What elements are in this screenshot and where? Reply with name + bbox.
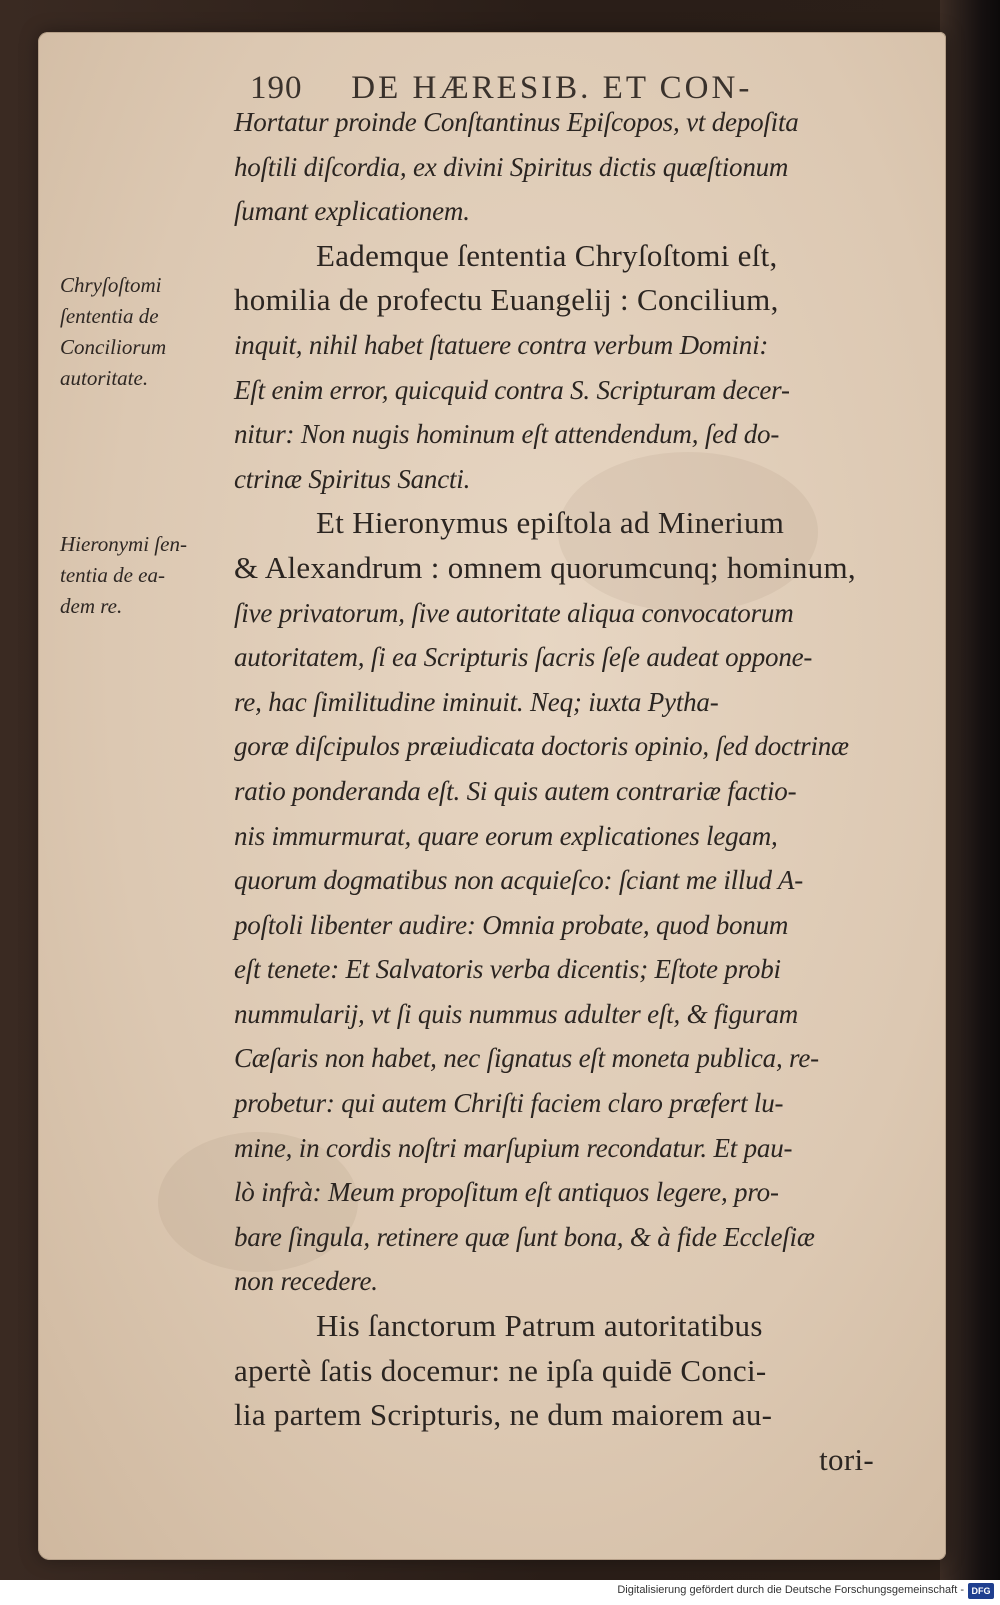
margin-note-hieronymi <box>60 529 240 622</box>
body-text <box>234 100 914 1482</box>
text-line: Eademque ſententia Chryſoſtomi eſt, <box>316 237 778 273</box>
margin-note-line: tentia de ea- <box>60 563 165 587</box>
text-line: goræ diſcipulos præiudicata doctoris opinio, ſed doctrinæ <box>234 731 849 762</box>
text-line: ſumant explicationem. <box>234 196 470 227</box>
margin-note-chrysostomi <box>60 270 235 394</box>
text-line: nis immurmurat, quare eorum explicationes legam, <box>234 820 778 851</box>
margin-note-line: Chryſoſtomi <box>60 273 162 297</box>
page-edge-shadow <box>940 0 1000 1580</box>
text-line: Eſt enim error, quicquid contra S. Scripturam decer- <box>234 374 790 405</box>
text-line: mine, in cordis noſtri marſupium recondatur. Et pau- <box>234 1132 793 1163</box>
text-line: ratio ponderanda eſt. Si quis autem contrariæ factio- <box>234 775 797 806</box>
footer-bar <box>0 1580 1000 1605</box>
margin-note-line: autoritate. <box>60 366 149 390</box>
text-line: poſtoli libenter audire: Omnia probate, quod bonum <box>234 909 789 940</box>
margin-note-line: Conciliorum <box>60 335 167 359</box>
text-line: Et Hieronymus epiſtola ad Minerium <box>316 505 785 541</box>
text-line: eſt tenete: Et Salvatoris verba dicentis; Eſtote probi <box>234 954 781 985</box>
running-title: DE HÆRESIB. ET CON- <box>351 70 753 106</box>
text-line: autoritatem, ſi ea Scripturis ſacris ſeſe audeat oppone- <box>234 642 813 673</box>
text-line: hoſtili diſcordia, ex divini Spiritus dictis quæſtionum <box>234 151 789 182</box>
page-number: 190 <box>250 70 303 106</box>
funding-credit: Digitalisierung gefördert durch die Deutsche Forschungsgemeinschaft - <box>617 1584 964 1596</box>
margin-note-line: ſententia de <box>60 304 159 328</box>
text-line: nitur: Non nugis hominum eſt attendendum, ſed do- <box>234 419 780 450</box>
text-line: homilia de profectu Euangelij : Concilium, <box>234 282 779 318</box>
margin-note-text <box>60 270 235 394</box>
text-line: non recedere. <box>234 1266 378 1297</box>
text-line: inquit, nihil habet ſtatuere contra verbum Domini: <box>234 329 769 360</box>
text-line: His ſanctorum Patrum autoritatibus <box>316 1308 763 1344</box>
text-line: Cæſaris non habet, nec ſignatus eſt moneta publica, re- <box>234 1043 819 1074</box>
text-line: Hortatur proinde Conſtantinus Epiſcopos, vt depoſita <box>234 107 799 137</box>
text-line: ctrinæ Spiritus Sancti. <box>234 463 471 494</box>
text-line: lò infrà: Meum propoſitum eſt antiquos legere, pro- <box>234 1177 779 1208</box>
text-line: & Alexandrum : omnem quorumcunq; hominum, <box>234 549 856 585</box>
text-line: probetur: qui autem Chriſti faciem claro præfert lu- <box>234 1088 784 1119</box>
text-line: apertè ſatis docemur: ne ipſa quidē Conci- <box>234 1352 767 1388</box>
text-line: bare ſingula, retinere quæ ſunt bona, & à fide Eccleſiæ <box>234 1221 815 1252</box>
text-line: re, hac ſimilitudine iminuit. Neq; iuxta Pytha- <box>234 686 719 717</box>
dfg-logo: DFG <box>968 1583 994 1599</box>
text-line: quorum dogmatibus non acquieſco: ſciant me illud A- <box>234 865 803 896</box>
margin-note-line: Hieronymi ſen- <box>60 532 187 556</box>
text-line: ſive privatorum, ſive autoritate aliqua convocatorum <box>234 597 794 628</box>
text-line: lia partem Scripturis, ne dum maiorem au- <box>234 1397 773 1433</box>
text-line: nummularij, vt ſi quis nummus adulter eſt, & figuram <box>234 998 799 1029</box>
book-page <box>38 32 946 1560</box>
margin-note-line: dem re. <box>60 594 123 618</box>
text-line: tori- <box>819 1441 874 1477</box>
